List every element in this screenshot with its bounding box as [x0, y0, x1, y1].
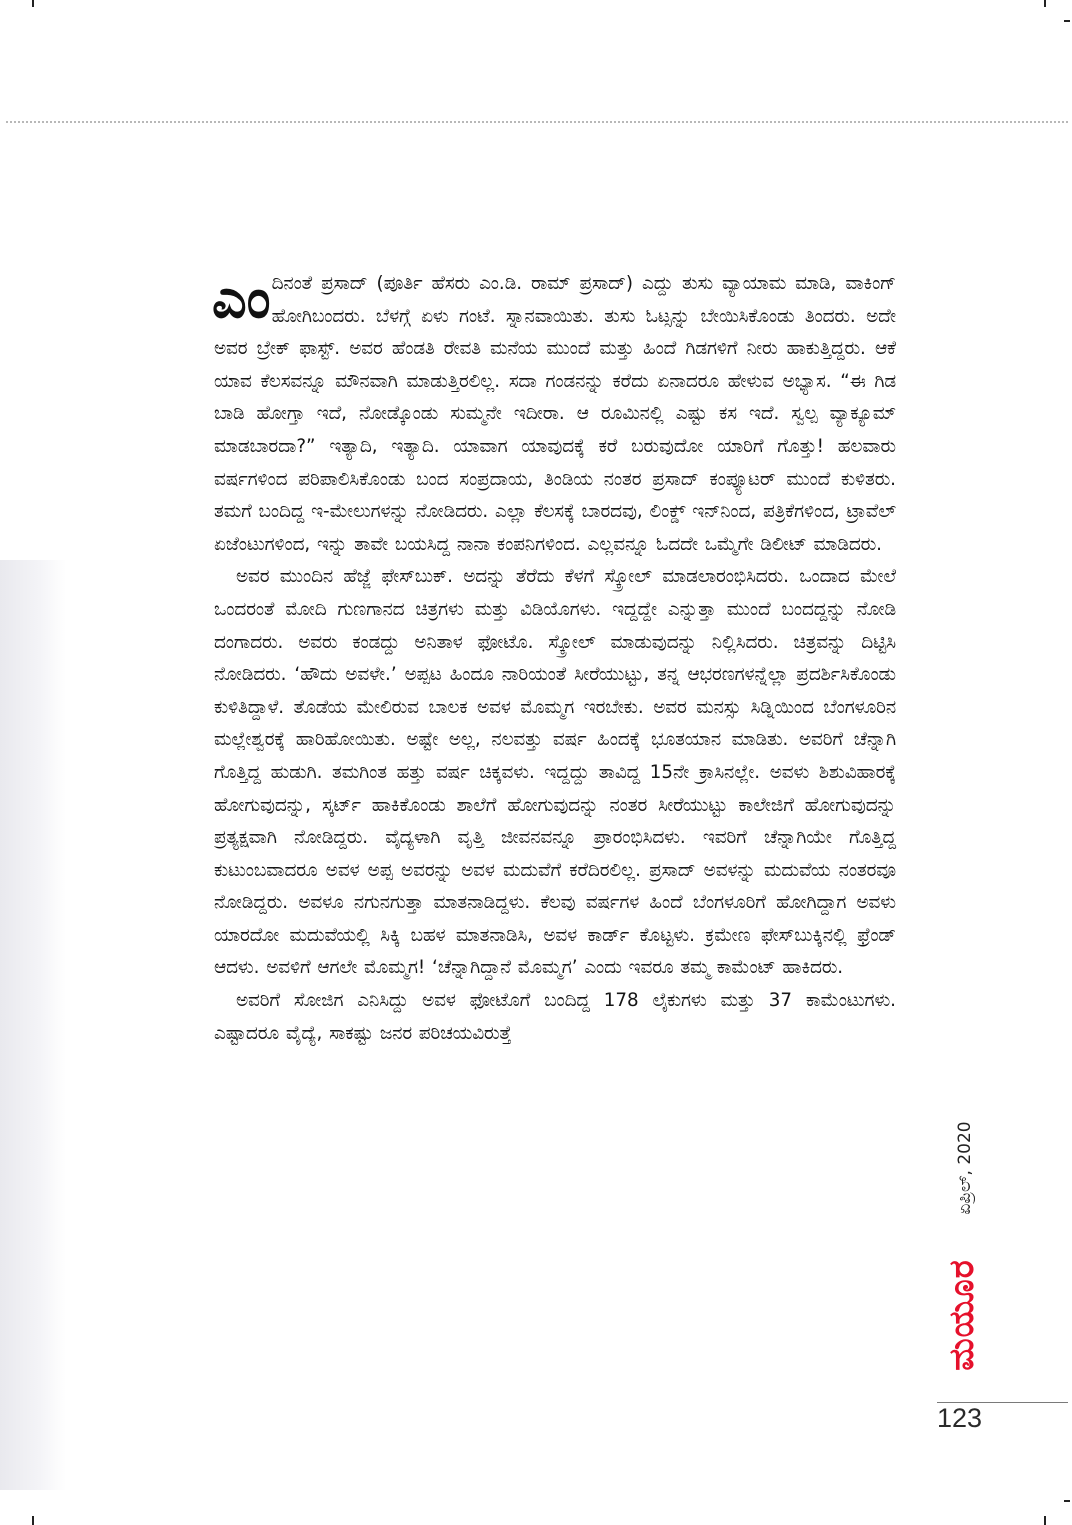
issue-date: [940, 1108, 990, 1228]
paragraph-1: [214, 268, 896, 561]
paragraph-3: ಅವರಿಗೆ ಸೋಜಿಗ ಎನಿಸಿದ್ದು ಅವಳ ಫೋಟೊಗೆ ಬಂದಿದ್ದ 178 ಲೈಕುಗಳು ಮತ್ತು 37 ಕಾಮೆಂಟುಗಳು. ಎಷ್ಟಾದರೂ ವೈದ್ಯೆ, ಸಾಕಷ್ಟು ಜನರ ಪರಿಚಯವಿರುತ್ತೆ: [214, 990, 896, 1044]
crop-mark-top-right: [1044, 0, 1046, 7]
issue-date-text: ಏಪ್ರಿಲ್, 2020: [955, 1121, 975, 1215]
magazine-brand-logo: ಮಯೂರ: [942, 1259, 982, 1371]
paragraph-1-text: ದಿನಂತೆ ಪ್ರಸಾದ್ (ಪೂರ್ತಿ ಹೆಸರು ಎಂ.ಡಿ. ರಾಮ್ ಪ್ರಸಾದ್) ಎದ್ದು ತುಸು ವ್ಯಾಯಾಮ ಮಾಡಿ, ವಾಕಿಂಗ್ ಹೋಗಿಬಂದರು. ಬೆಳಗ್ಗೆ ಏಳು ಗಂಟೆ. ಸ್ನಾನವಾಯಿತು. ತುಸು ಓಟ್ಸನ್ನು ಬೇಯಿಸಿಕೊಂಡು ತಿಂದರು. ಅದೇ ಅವರ ಬ್ರೇಕ್ ಫಾಸ್ಟ್. ಅವರ ಹೆಂಡತಿ ರೇವತಿ ಮನೆಯ ಮುಂದೆ ಮತ್ತು ಹಿಂದೆ ಗಿಡಗಳಿಗೆ ನೀರು ಹಾಕುತ್ತಿದ್ದರು. ಆಕೆ ಯಾವ ಕೆಲಸವನ್ನೂ ಮೌನವಾಗಿ ಮಾಡುತ್ತಿರಲಿಲ್ಲ. ಸದಾ ಗಂಡನನ್ನು ಕರೆದು ಏನಾದರೂ ಹೇಳುವ ಅಭ್ಯಾಸ. “ಈ ಗಿಡ ಬಾಡಿ ಹೋಗ್ತಾ ಇದೆ, ನೋಡ್ಕೊಂಡು ಸುಮ್ಮನೇ ಇದೀರಾ. ಆ ರೂಮಿನಲ್ಲಿ ಎಷ್ಟು ಕಸ ಇದೆ. ಸ್ವಲ್ಪ ವ್ಯಾಕ್ಯೂಮ್ ಮಾಡಬಾರದಾ?” ಇತ್ಯಾದಿ, ಇತ್ಯಾದಿ. ಯಾವಾಗ ಯಾವುದಕ್ಕೆ ಕರೆ ಬರುವುದೋ ಯಾರಿಗೆ ಗೊತ್ತು! ಹಲವಾರು ವರ್ಷಗಳಿಂದ ಪರಿಪಾಲಿಸಿಕೊಂಡು ಬಂದ ಸಂಪ್ರದಾಯ, ತಿಂಡಿಯ ನಂತರ ಪ್ರಸಾದ್ ಕಂಪ್ಯೂಟರ್ ಮುಂದೆ ಕುಳಿತರು. ತಮಗೆ ಬಂದಿದ್ದ ಇ-ಮೇಲುಗಳನ್ನು ನೋಡಿದರು. ಎಲ್ಲಾ ಕೆಲಸಕ್ಕೆ ಬಾರದವು, ಲಿಂಕ್ಡ್ ಇನ್‌ನಿಂದ, ಪತ್ರಿಕೆಗಳಿಂದ, ಟ್ರಾವೆಲ್ ಏಜೆಂಟುಗಳಿಂದ, ಇನ್ನು ತಾವೇ ಬಯಸಿದ್ದ ನಾನಾ ಕಂಪನಿಗಳಿಂದ. ಎಲ್ಲವನ್ನೂ ಓದದೇ ಒಮ್ಮೆಗೇ ಡಿಲೀಟ್ ಮಾಡಿದರು.: [214, 273, 896, 555]
crop-mark-right-upper: [1064, 20, 1070, 22]
crop-mark-top-left: [32, 0, 34, 7]
crop-mark-right-lower: [1064, 1500, 1070, 1502]
crop-mark-bottom-left: [32, 1516, 34, 1525]
dotted-separator: [6, 121, 1068, 123]
paragraph-2: ಅವರ ಮುಂದಿನ ಹೆಜ್ಜೆ ಫೇಸ್‌ಬುಕ್. ಅದನ್ನು ತೆರೆದು ಕೆಳಗೆ ಸ್ಕ್ರೋಲ್ ಮಾಡಲಾರಂಭಿಸಿದರು. ಒಂದಾದ ಮೇಲೆ ಒಂದರಂತೆ ಮೋದಿ ಗುಣಗಾನದ ಚಿತ್ರಗಳು ಮತ್ತು ವಿಡಿಯೊಗಳು. ಇದ್ದದ್ದೇ ಎನ್ನುತ್ತಾ ಮುಂದೆ ಬಂದದ್ದನ್ನು ನೋಡಿ ದಂಗಾದರು. ಅವರು ಕಂಡದ್ದು ಅನಿತಾಳ ಫೋಟೊ. ಸ್ಕ್ರೋಲ್ ಮಾಡುವುದನ್ನು ನಿಲ್ಲಿಸಿದರು. ಚಿತ್ರವನ್ನು ದಿಟ್ಟಿಸಿ ನೋಡಿದರು. ‘ಹೌದು ಅವಳೇ.’ ಅಪ್ಪಟ ಹಿಂದೂ ನಾರಿಯಂತೆ ಸೀರೆಯುಟ್ಟು, ತನ್ನ ಆಭರಣಗಳನ್ನೆಲ್ಲಾ ಪ್ರದರ್ಶಿಸಿಕೊಂಡು ಕುಳಿತಿದ್ದಾಳೆ. ತೊಡೆಯ ಮೇಲಿರುವ ಬಾಲಕ ಅವಳ ಮೊಮ್ಮಗ ಇರಬೇಕು. ಅವರ ಮನಸ್ಸು ಸಿಡ್ನಿಯಿಂದ ಬೆಂಗಳೂರಿನ ಮಲ್ಲೇಶ್ವರಕ್ಕೆ ಹಾರಿಹೋಯಿತು. ಅಷ್ಟೇ ಅಲ್ಲ, ನಲವತ್ತು ವರ್ಷ ಹಿಂದಕ್ಕೆ ಭೂತಯಾನ ಮಾಡಿತು. ಅವರಿಗೆ ಚೆನ್ನಾಗಿ ಗೊತ್ತಿದ್ದ ಹುಡುಗಿ. ತಮಗಿಂತ ಹತ್ತು ವರ್ಷ ಚಿಕ್ಕವಳು. ಇದ್ದದ್ದು ತಾವಿದ್ದ 15ನೇ ಕ್ರಾಸಿನಲ್ಲೇ. ಅವಳು ಶಿಶುವಿಹಾರಕ್ಕೆ ಹೋಗುವುದನ್ನು, ಸ್ಕರ್ಟ್ ಹಾಕಿಕೊಂಡು ಶಾಲೆಗೆ ಹೋಗುವುದನ್ನು ನಂತರ ಸೀರೆಯುಟ್ಟು ಕಾಲೇಜಿಗೆ ಹೋಗುವುದನ್ನು ಪ್ರತ್ಯಕ್ಷವಾಗಿ ನೋಡಿದ್ದರು. ವೈದ್ಯಳಾಗಿ ವೃತ್ತಿ ಜೀವನವನ್ನೂ ಪ್ರಾರಂಭಿಸಿದಳು. ಇವರಿಗೆ ಚೆನ್ನಾಗಿಯೇ ಗೊತ್ತಿದ್ದ ಕುಟುಂಬವಾದರೂ ಅವಳ ಅಪ್ಪ ಅವರನ್ನು ಅವಳ ಮದುವೆಗೆ ಕರೆದಿರಲಿಲ್ಲ. ಪ್ರಸಾದ್ ಅವಳನ್ನು ಮದುವೆಯ ನಂತರವೂ ನೋಡಿದ್ದರು. ಅವಳೂ ನಗುನಗುತ್ತಾ ಮಾತನಾಡಿದ್ದಳು. ಕೆಲವು ವರ್ಷಗಳ ಹಿಂದೆ ಬೆಂಗಳೂರಿಗೆ ಹೋಗಿದ್ದಾಗ ಅವಳು ಯಾರದೋ ಮದುವೆಯಲ್ಲಿ ಸಿಕ್ಕಿ ಬಹಳ ಮಾತನಾಡಿಸಿ, ಅವಳ ಕಾರ್ಡ್ ಕೊಟ್ಟಳು. ಕ್ರಮೇಣ ಫೇಸ್‌ಬುಕ್ಕಿನಲ್ಲಿ ಫ್ರೆಂಡ್ ಆದಳು. ಅವಳಿಗೆ ಆಗಲೇ ಮೊಮ್ಮಗ! ‘ಚೆನ್ನಾಗಿದ್ದಾನೆ ಮೊಮ್ಮಗ’ ಎಂದು ಇವರೂ ತಮ್ಮ ಕಾಮೆಂಟ್ ಹಾಕಿದರು.: [214, 566, 896, 979]
drop-cap: ಎಂ: [212, 267, 268, 330]
article-body: [214, 268, 896, 1050]
scan-edge-shadow: [0, 560, 66, 1490]
crop-mark-bottom-right: [1044, 1516, 1046, 1525]
page-number: 123: [937, 1403, 983, 1433]
magazine-brand: [932, 1240, 992, 1390]
